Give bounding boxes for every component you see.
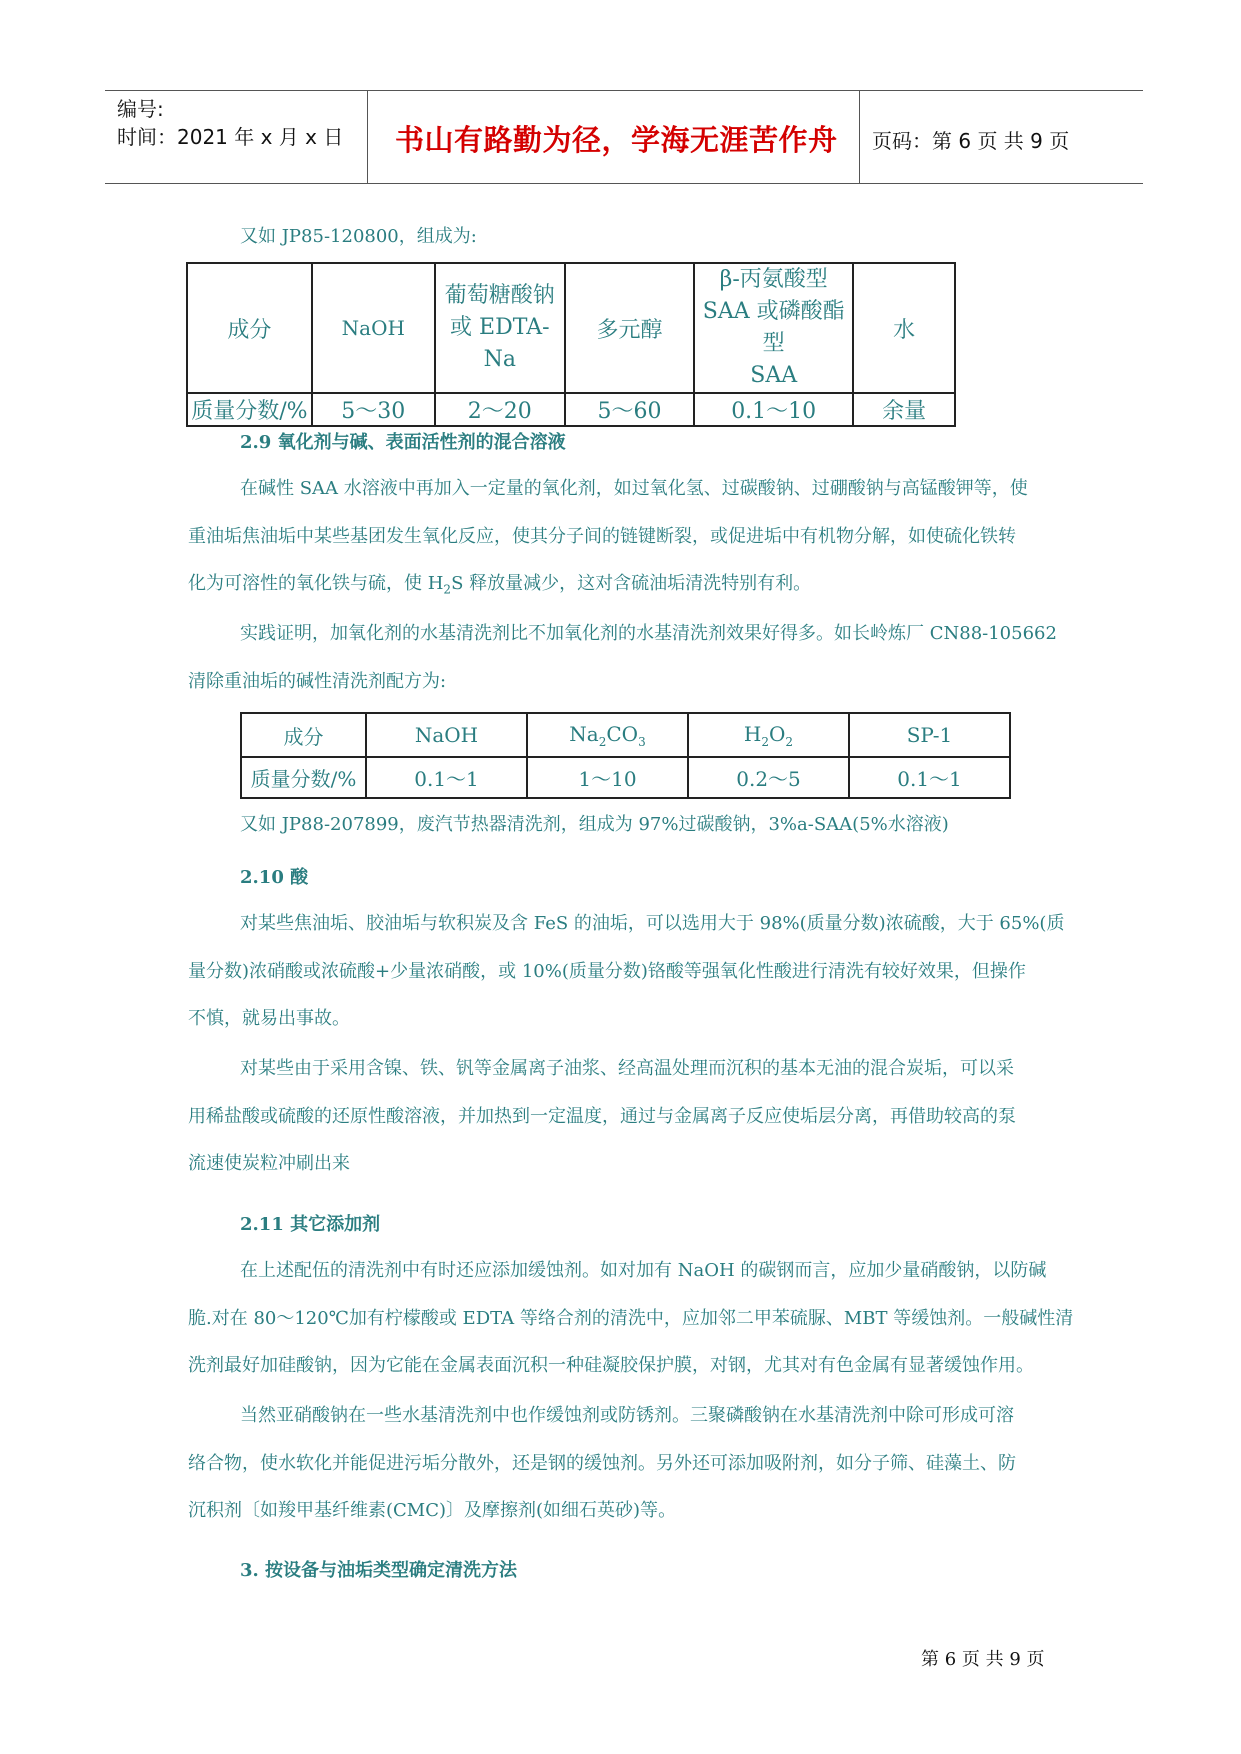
paragraph-2-10-1 (188, 900, 1064, 1043)
text-line: 洗剂最好加硅酸钠，因为它能在金属表面沉积一种硅凝胶保护膜，对钢，尤其对有色金属有显著缓蚀作用。 (188, 1355, 1034, 1376)
composition-table-1 (186, 262, 956, 427)
table1-cell: 0.1～10 (694, 393, 853, 426)
text-line: 当然亚硝酸钠在一些水基清洗剂中也作缓蚀剂或防锈剂。三聚磷酸钠在水基清洗剂中除可形成可溶 (240, 1405, 1014, 1426)
table1-header-line: 葡萄糖酸钠 (444, 283, 555, 308)
paragraph-2-9-2 (188, 610, 1057, 705)
text-line: 沉积剂〔如羧甲基纤维素(CMC)〕及摩擦剂(如细石英砂)等。 (188, 1500, 677, 1521)
table2-header-cell: NaOH (366, 713, 527, 757)
text-line: 用稀盐酸或硫酸的还原性酸溶液，并加热到一定温度，通过与金属离子反应使垢层分离，再借助较高的泵 (188, 1105, 1016, 1127)
table1-header-line: 或 EDTA-Na (450, 315, 550, 372)
text-line: 重油垢焦油垢中某些基团发生氧化反应，使其分子间的链键断裂，或促进垢中有机物分解，如使硫化铁转 (188, 525, 1016, 547)
text-line: 脆.对在 80～120℃加有柠檬酸或 EDTA 等络合剂的清洗中，应加邻二甲苯硫脲、MBT 等缓蚀剂。一般碱性清 (188, 1307, 1074, 1329)
header-divider-right (859, 90, 860, 184)
paragraph-2-9-1 (188, 465, 1028, 614)
table2-cell: 质量分数/% (241, 757, 366, 798)
table1-header-cell: 水 (853, 263, 955, 393)
text-line: 清除重油垢的碱性清洗剂配方为: (188, 670, 447, 692)
table1-header-cell: NaOH (312, 263, 435, 393)
table2-cell: 0.1～1 (849, 757, 1010, 798)
header-divider-left (367, 90, 368, 184)
table1-cell: 5～30 (312, 393, 435, 426)
table1-header-cell (694, 263, 853, 393)
header-bottom-rule (105, 183, 1143, 184)
text-line: 对某些由于采用含镍、铁、钒等金属离子油浆、经高温处理而沉积的基本无油的混合炭垢，可以采 (240, 1058, 1014, 1079)
section-heading-3: 3. 按设备与油垢类型确定清洗方法 (240, 1560, 518, 1581)
table1-header-line: SAA (750, 363, 798, 388)
text-line: 实践证明，加氧化剂的水基清洗剂比不加氧化剂的水基清洗剂效果好得多。如长岭炼厂 CN88-105662 (240, 623, 1057, 644)
page-label: 页码：第 6 页 共 9 页 (872, 129, 1070, 153)
text-line: 络合物，使水软化并能促进污垢分散外，还是钢的缓蚀剂。另外还可添加吸附剂，如分子筛、硅藻土、防 (188, 1452, 1016, 1474)
section-heading-2-9: 2.9 氧化剂与碱、表面活性剂的混合溶液 (240, 432, 566, 453)
table1-header-cell (435, 263, 565, 393)
table2-cell: 0.1～1 (366, 757, 527, 798)
table2-header-cell: 成分 (241, 713, 366, 757)
table2-cell: 0.2～5 (688, 757, 849, 798)
text-line: 对某些焦油垢、胶油垢与软积炭及含 FeS 的油垢，可以选用大于 98%(质量分数)浓硫酸，大于 65%(质 (240, 913, 1065, 934)
header-top-rule (105, 90, 1143, 91)
page-footer: 第 6 页 共 9 页 (921, 1649, 1045, 1670)
paragraph-2-11-2 (188, 1392, 1016, 1535)
text-line: 在碱性 SAA 水溶液中再加入一定量的氧化剂，如过氧化氢、过碳酸钠、过硼酸钠与高锰酸钾等，使 (240, 478, 1028, 499)
table2-header-cell: $Na_2CO_3$ (527, 713, 688, 757)
table1-header-line: β-丙氨酸型 (719, 267, 828, 292)
table1-cell: 余量 (853, 393, 955, 426)
text-line: 流速使炭粒冲刷出来 (188, 1153, 350, 1174)
table2-header-cell: SP-1 (849, 713, 1010, 757)
paragraph-2-9-3: 又如 JP88-207899，废汽节热器清洗剂，组成为 97%过碳酸钠，3%a-SAA(5%水溶液) (240, 814, 949, 835)
table1-header-line: SAA 或磷酸酯型 (702, 299, 845, 356)
paragraph-2-11-1 (188, 1247, 1073, 1390)
paragraph-2-10-2 (188, 1045, 1016, 1188)
table2-cell: 1～10 (527, 757, 688, 798)
table2-header-cell: $H_2O_2$ (688, 713, 849, 757)
section-heading-2-11: 2.11 其它添加剂 (240, 1214, 381, 1235)
text-line: 在上述配伍的清洗剂中有时还应添加缓蚀剂。如对加有 NaOH 的碳钢而言，应加少量硝酸钠，以防碱 (240, 1260, 1047, 1281)
table1-cell: 2～20 (435, 393, 565, 426)
table1-cell: 质量分数/% (187, 393, 312, 426)
section-heading-2-10: 2.10 酸 (240, 867, 309, 888)
time-label: 时间：2021 年 x 月 x 日 (117, 125, 344, 149)
text-line: 不慎，就易出事故。 (188, 1008, 350, 1029)
text-line: 量分数)浓硝酸或浓硫酸+少量浓硝酸，或 10%(质量分数)铬酸等强氧化性酸进行清洗有较好效果，但操作 (188, 960, 1026, 982)
table1-header-cell: 成分 (187, 263, 312, 393)
table1-cell: 5～60 (565, 393, 694, 426)
text-line: 化为可溶性的氧化铁与硫，使 $H_2S$ 释放量减少，这对含硫油垢清洗特别有利。 (188, 573, 812, 597)
table1-header-cell: 多元醇 (565, 263, 694, 393)
intro-paragraph: 又如 JP85-120800，组成为: (240, 226, 477, 247)
motto: 书山有路勤为径，学海无涯苦作舟 (395, 123, 838, 157)
serial-label: 编号: (117, 97, 164, 121)
composition-table-2 (240, 712, 1011, 799)
